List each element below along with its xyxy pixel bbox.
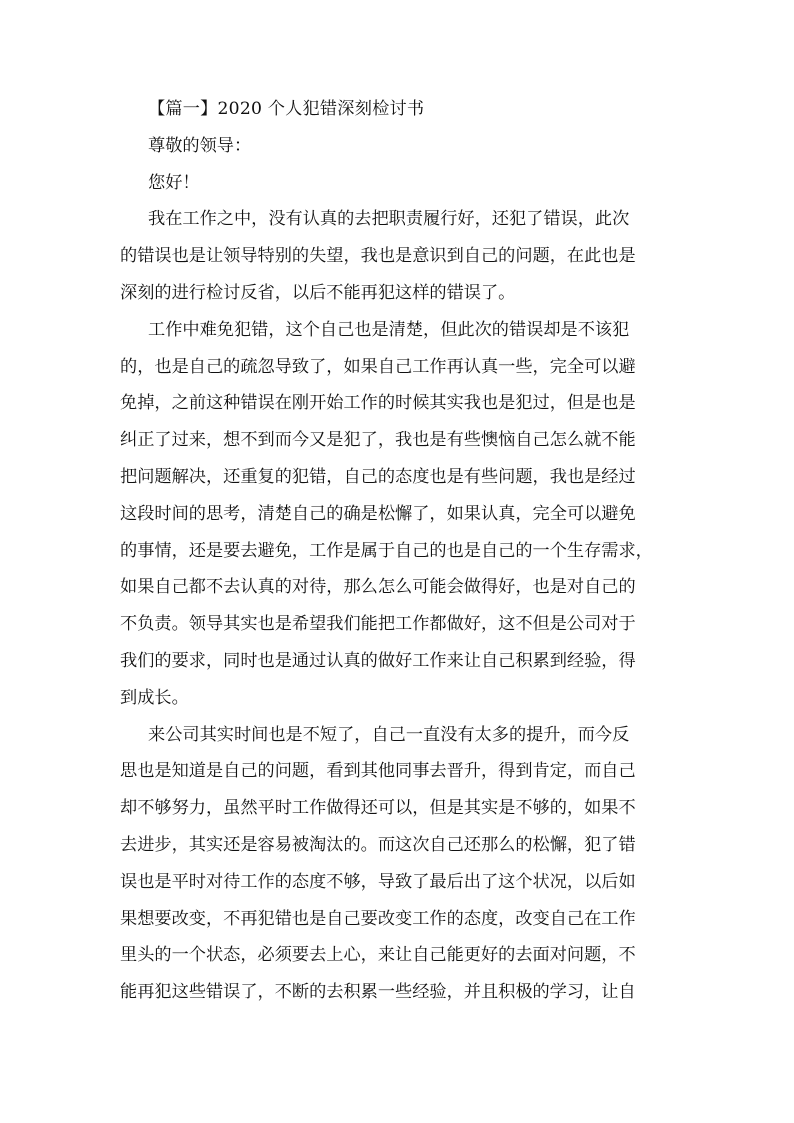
paragraph-2-line-4: 纠正了过来，想不到而今又是犯了，我也是有些懊恼自己怎么就不能 xyxy=(120,430,636,451)
paragraph-2-line-7: 的事情，还是要去避免，工作是属于自己的也是自己的一个生存需求， xyxy=(120,540,653,561)
paragraph-3-line-1: 来公司其实时间也是不短了，自己一直没有太多的提升，而今反 xyxy=(148,724,630,745)
paragraph-2-line-10: 我们的要求，同时也是通过认真的做好工作来让自己积累到经验，得 xyxy=(120,650,636,671)
paragraph-3-line-2: 思也是知道是自己的问题，看到其他同事去晋升，得到肯定，而自己 xyxy=(120,761,636,782)
paragraph-2-line-5: 把问题解决，还重复的犯错，自己的态度也是有些问题，我也是经过 xyxy=(120,466,636,487)
paragraph-3-line-4: 去进步，其实还是容易被淘汰的。而这次自己还那么的松懈，犯了错 xyxy=(120,834,636,855)
paragraph-3-line-8: 能再犯这些错误了，不断的去积累一些经验，并且积极的学习，让自 xyxy=(120,982,636,1003)
paragraph-2-line-8: 如果自己都不去认真的对待，那么怎么可能会做得好，也是对自己的 xyxy=(120,577,636,598)
paragraph-3-line-6: 果想要改变，不再犯错也是自己要改变工作的态度，改变自己在工作 xyxy=(120,908,636,929)
paragraph-2-line-6: 这段时间的思考，清楚自己的确是松懈了，如果认真，完全可以避免 xyxy=(120,503,636,524)
paragraph-1-line-2: 的错误也是让领导特别的失望，我也是意识到自己的问题，在此也是 xyxy=(120,246,636,267)
document-title: 【篇一】2020 个人犯错深刻检讨书 xyxy=(148,99,425,119)
salutation: 尊敬的领导： xyxy=(148,135,252,156)
paragraph-1-line-3: 深刻的进行检讨反省，以后不能再犯这样的错误了。 xyxy=(120,282,516,303)
paragraph-2-line-9: 不负责。领导其实也是希望我们能把工作都做好，这不但是公司对于 xyxy=(120,614,636,635)
paragraph-2-line-1: 工作中难免犯错，这个自己也是清楚，但此次的错误却是不该犯 xyxy=(148,319,630,340)
paragraph-3-line-5: 误也是平时对待工作的态度不够，导致了最后出了这个状况，以后如 xyxy=(120,871,636,892)
paragraph-3-line-7: 里头的一个状态，必须要去上心，来让自己能更好的去面对问题，不 xyxy=(120,945,636,966)
document-body xyxy=(120,91,680,1011)
paragraph-2-line-3: 免掉，之前这种错误在刚开始工作的时候其实我也是犯过，但是也是 xyxy=(120,393,636,414)
paragraph-2-line-11: 到成长。 xyxy=(120,687,189,708)
paragraph-3-line-3: 却不够努力，虽然平时工作做得还可以，但是其实是不够的，如果不 xyxy=(120,798,636,819)
paragraph-2-line-2: 的，也是自己的疏忽导致了，如果自己工作再认真一些，完全可以避 xyxy=(120,356,636,377)
paragraph-1-line-1: 我在工作之中，没有认真的去把职责履行好，还犯了错误，此次 xyxy=(148,209,630,230)
greeting: 您好！ xyxy=(148,172,200,193)
